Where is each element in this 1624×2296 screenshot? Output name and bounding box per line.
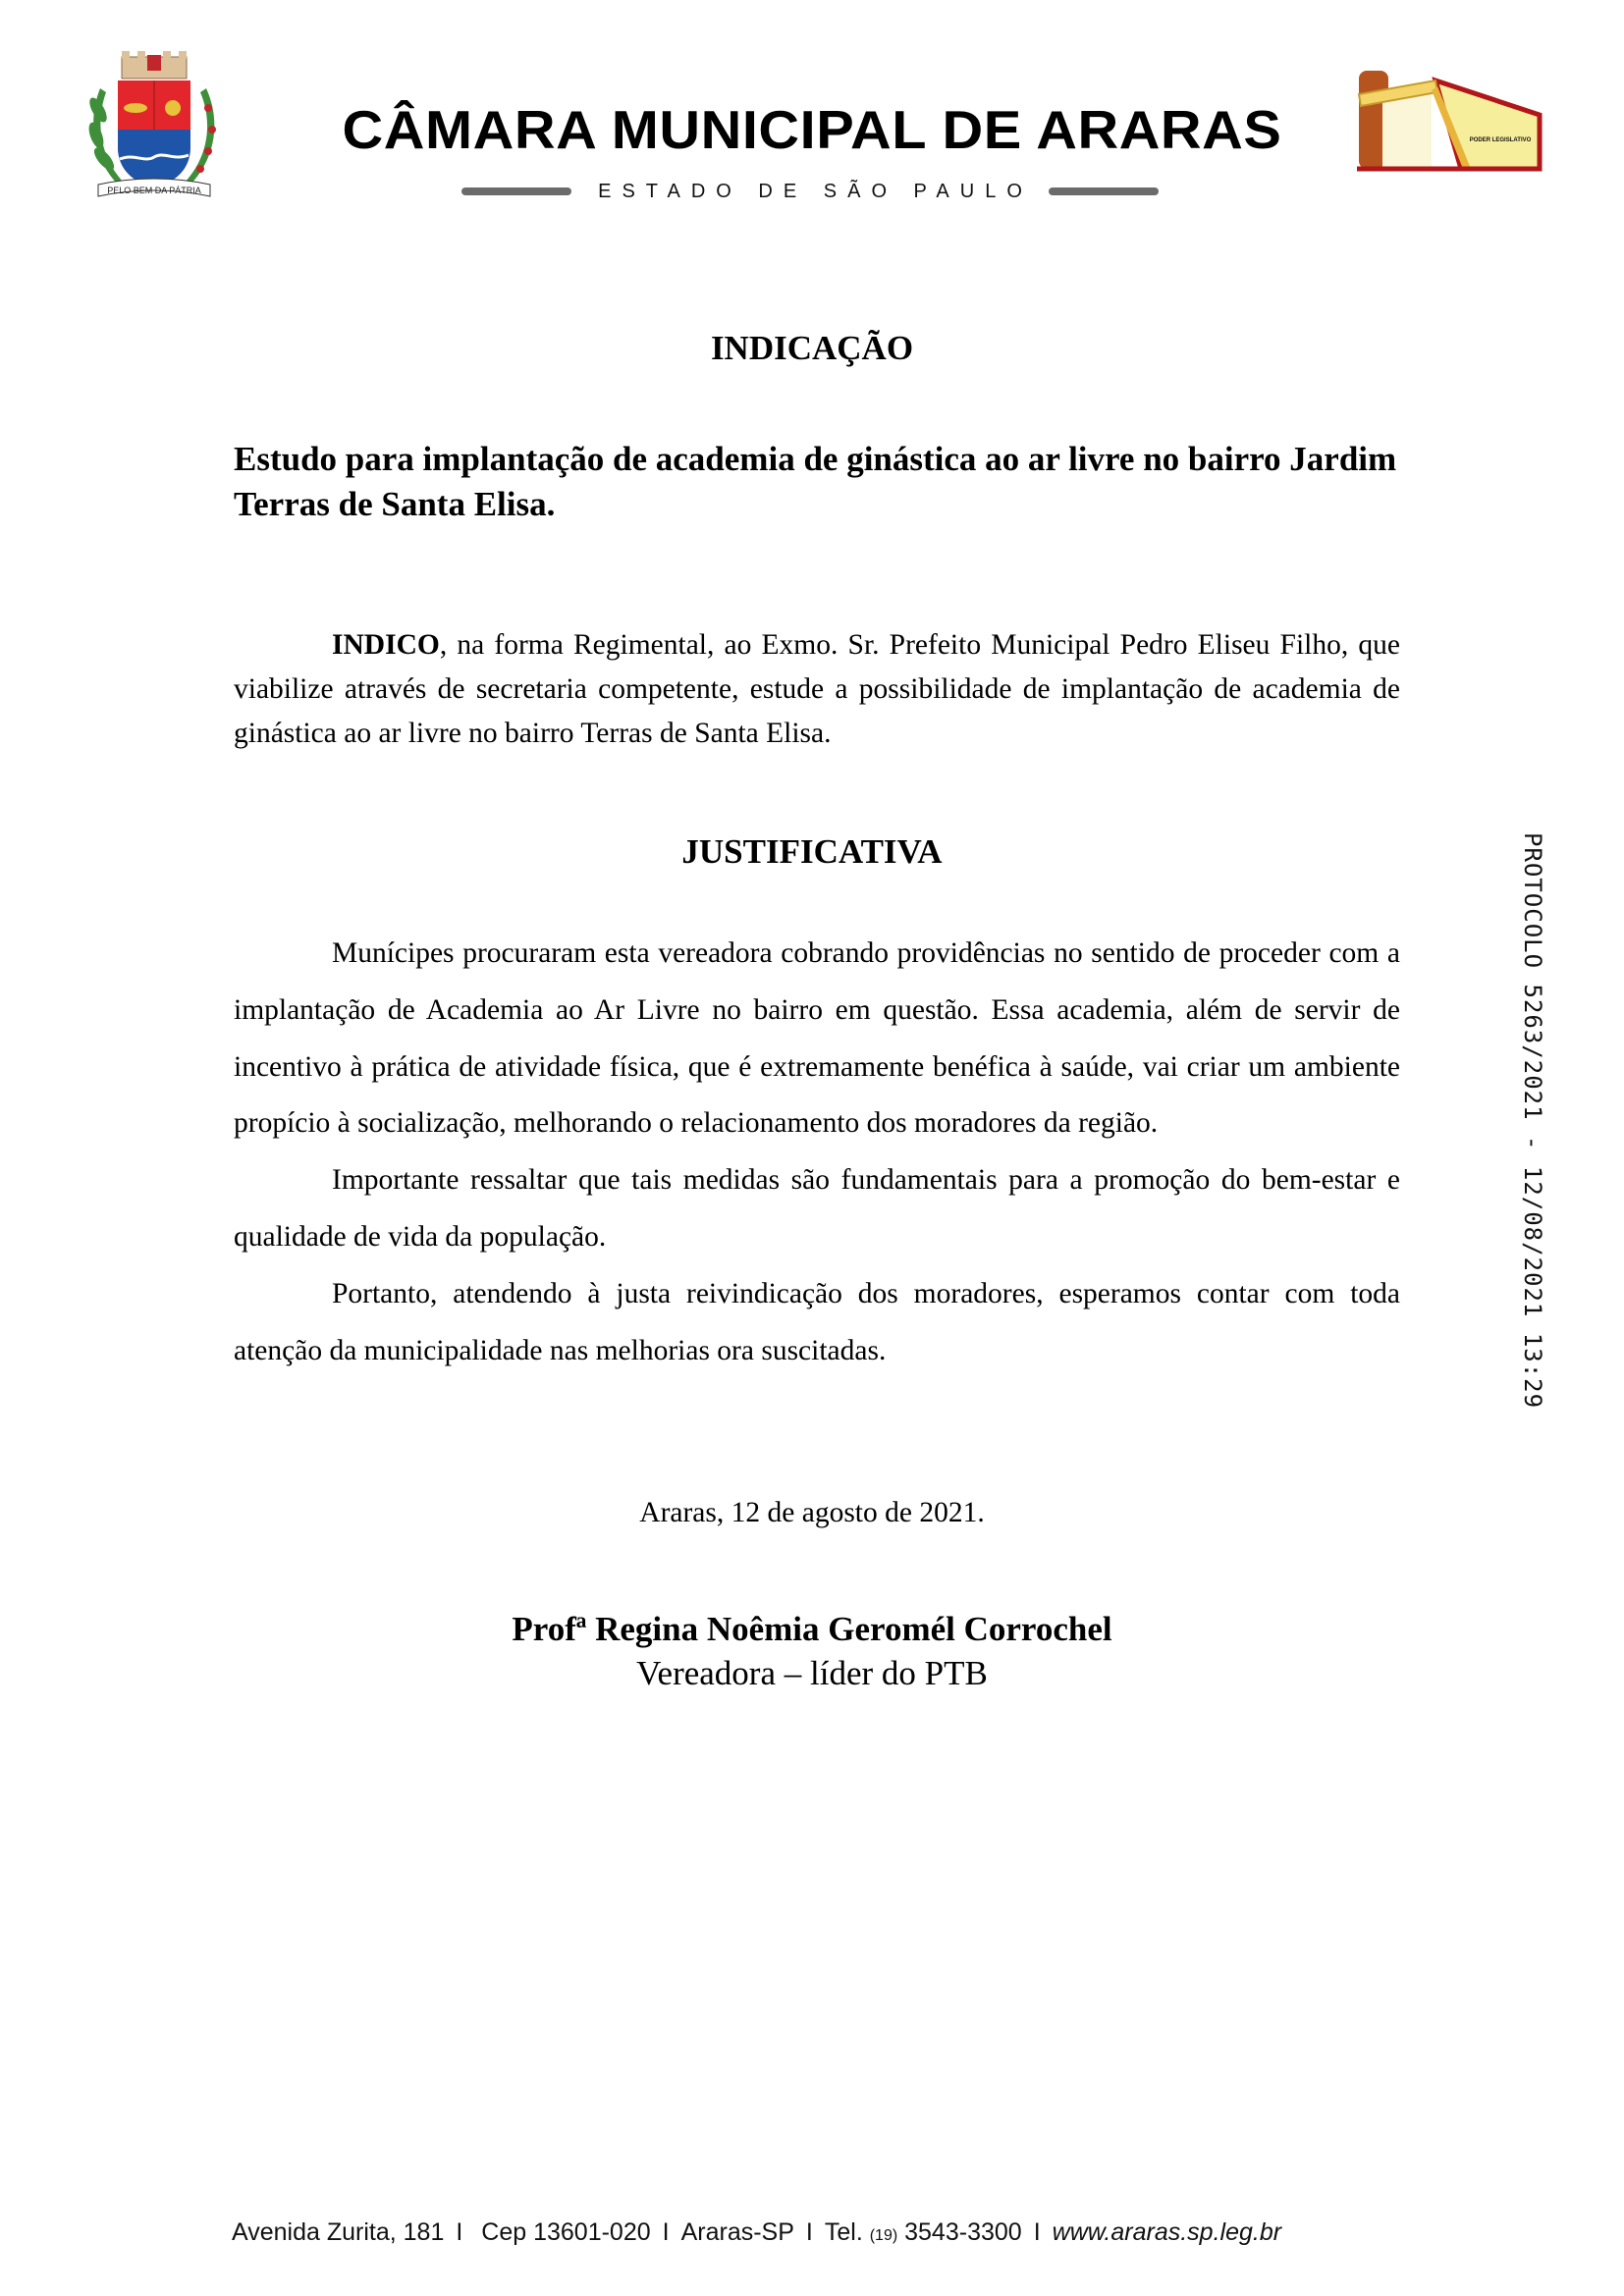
signatory-name: Profª Regina Noêmia Geromél Corrochel [512,1610,1112,1648]
document-type-title: INDICAÇÃO [710,329,914,367]
justification-body [234,926,1400,1379]
footer-website-link[interactable]: www.araras.sp.leg.br [1052,2218,1282,2246]
indication-paragraph [234,623,1400,756]
document-subject: Estudo para implantação de academia de ginástica ao ar livre no bairro Jardim Terras de Santa Elisa. [234,440,1397,523]
justification-title: JUSTIFICATIVA [681,832,943,871]
motto-text: PELO BEM DA PÁTRIA [107,186,201,195]
motto-ribbon [98,179,210,196]
footer-separator: I [456,2218,463,2246]
footer-separator: I [1033,2218,1041,2246]
justification-paragraph: Importante ressaltar que tais medidas são fundamentais para a promoção do bem-estar e qualidade de vida da população. [234,1164,1400,1253]
state-subtitle-row [461,177,1159,206]
signatory-role: Vereadora – líder do PTB [636,1654,988,1692]
footer-cep: Cep 13601-020 [481,2218,651,2246]
indico-lead: INDICO [332,629,440,661]
legislative-building-logo [1353,61,1549,184]
crown-tower-icon [122,51,187,79]
decorative-rule-right [1049,187,1159,195]
state-subtitle: ESTADO DE SÃO PAULO [598,180,1033,202]
footer-separator: I [662,2218,670,2246]
footer-address: Avenida Zurita, 181 [232,2218,445,2246]
footer-separator: I [805,2218,813,2246]
decorative-rule-left [461,187,571,195]
date-line: Araras, 12 de agosto de 2021. [639,1497,985,1528]
footer-tel-area: (19) [869,2227,898,2244]
footer-tel-number: 3543-3300 [904,2218,1022,2246]
justification-paragraph: Portanto, atendendo à justa reivindicação dos moradores, esperamos contar com toda atenção da municipalidade nas melhorias ora suscitadas. [234,1277,1400,1366]
indico-text: , na forma Regimental, ao Exmo. Sr. Prefeito Municipal Pedro Eliseu Filho, que viabilize através de secretaria competente, estude a possibilidade de implantação de academia de ginástica ao ar livre no bairro Terras de Santa Elisa. [234,629,1400,749]
footer-city: Araras-SP [680,2218,794,2246]
footer-tel-label: Tel. [824,2218,863,2246]
building-logo-caption: PODER LEGISLATIVO [1469,137,1532,143]
footer-contact [232,2218,1281,2247]
protocol-stamp: PROTOCOLO 5263/2021 - 12/08/2021 13:29 [1519,832,1546,1410]
organization-title: CÂMARA MUNICIPAL DE ARARAS [342,99,1282,160]
justification-paragraph: Munícipes procuraram esta vereadora cobrando providências no sentido de proceder com a implantação de Academia ao Ar Livre no bairro em questão. Essa academia, além de servir de incentivo à prática de atividade física, que é extremamente benéfica à saúde, vai criar um ambiente propício à socialização, melhorando o relacionamento dos moradores da região. [234,937,1400,1140]
